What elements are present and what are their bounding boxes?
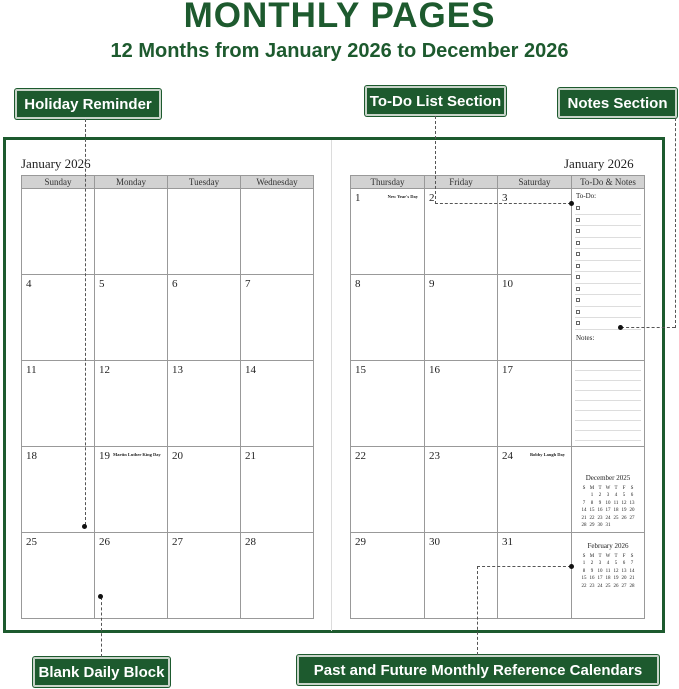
todo-leader-dot — [569, 201, 574, 206]
reference-leader-dot — [569, 564, 574, 569]
day-header-sunday: Sunday — [22, 176, 95, 189]
mini-calendar-cell: S — [630, 485, 634, 491]
day-cell[interactable] — [351, 189, 425, 275]
day-number: 15 — [355, 364, 366, 376]
mini-calendar-cell: 3 — [606, 493, 610, 498]
day-header-thursday: Thursday — [351, 176, 425, 189]
todo-item[interactable] — [575, 215, 641, 227]
mini-calendar-cell — [580, 492, 588, 500]
day-cell[interactable] — [498, 533, 572, 619]
checkbox[interactable] — [576, 218, 580, 222]
mini-calendar-cell: 27 — [621, 583, 627, 589]
day-number: 19 — [99, 450, 110, 462]
note-line[interactable] — [575, 391, 641, 401]
day-number: 24 — [502, 450, 513, 462]
day-number: 26 — [99, 536, 110, 548]
checkbox[interactable] — [576, 229, 580, 233]
mini-calendar-cell: 14 — [581, 508, 587, 513]
mini-calendar-cell: 19 — [613, 576, 619, 581]
note-line[interactable] — [575, 361, 641, 371]
todo-item[interactable] — [575, 307, 641, 319]
day-cell[interactable] — [351, 361, 425, 447]
mini-calendar-cell: 19 — [621, 508, 627, 513]
mini-calendar-grid — [572, 553, 644, 591]
holiday-reminder-callout: Holiday Reminder — [15, 89, 161, 119]
note-line[interactable] — [575, 421, 641, 431]
mini-calendar-cell: 5 — [622, 493, 626, 498]
day-cell[interactable] — [498, 447, 572, 533]
day-cell[interactable] — [425, 361, 498, 447]
mini-calendar-cell: F — [622, 485, 626, 491]
page-subtitle: 12 Months from January 2026 to December 2026 — [110, 40, 569, 62]
notes-section[interactable] — [572, 361, 645, 447]
day-cell[interactable] — [351, 447, 425, 533]
day-number: 25 — [26, 536, 37, 548]
todo-item[interactable] — [575, 203, 641, 215]
day-number: 9 — [429, 278, 435, 290]
mini-calendar-cell: 17 — [597, 576, 603, 581]
mini-calendar-cell: 30 — [597, 523, 603, 528]
notes-leader-line-v — [675, 118, 676, 328]
note-line[interactable] — [575, 431, 641, 441]
mini-calendar-cell: 4 — [606, 561, 610, 566]
reference-calendars-callout: Past and Future Monthly Reference Calendars — [297, 655, 659, 685]
mini-calendar-cell: F — [622, 553, 626, 559]
day-number: 17 — [502, 364, 513, 376]
todo-item[interactable] — [575, 226, 641, 238]
day-cell[interactable] — [425, 275, 498, 361]
mini-calendar-grid — [572, 485, 644, 530]
mini-calendar-cell: 15 — [581, 576, 587, 581]
mini-calendar-cell: 9 — [590, 568, 594, 574]
todo-item[interactable] — [575, 295, 641, 307]
day-cell[interactable] — [95, 275, 168, 361]
mini-calendar-title: February 2026 — [587, 542, 629, 550]
mini-calendar-cell: S — [582, 485, 586, 491]
day-cell[interactable] — [95, 189, 168, 275]
day-number: 29 — [355, 536, 366, 548]
day-header-saturday: Saturday — [498, 176, 572, 189]
holiday-leader-line — [85, 119, 86, 525]
day-number: 20 — [172, 450, 183, 462]
mini-calendar-cell: 11 — [613, 500, 619, 506]
day-number: 27 — [172, 536, 183, 548]
holiday-label: Martin Luther King Day — [113, 452, 161, 457]
mini-calendar-cell: 28 — [629, 583, 635, 589]
day-cell[interactable] — [22, 447, 95, 533]
left-calendar-grid — [21, 175, 314, 619]
mini-calendar-cell: 7 — [582, 500, 586, 506]
day-cell[interactable] — [498, 189, 572, 275]
day-number: 5 — [99, 278, 105, 290]
mini-calendar-december — [572, 447, 645, 533]
mini-calendar-cell: 6 — [630, 493, 634, 498]
todo-label: To-Do: — [576, 192, 597, 200]
day-cell[interactable] — [241, 533, 314, 619]
day-number: 6 — [172, 278, 178, 290]
mini-calendar-cell — [612, 522, 620, 530]
mini-calendar-cell: 31 — [605, 523, 611, 528]
mini-calendar-cell: 18 — [613, 508, 619, 513]
day-cell[interactable] — [241, 447, 314, 533]
mini-calendar-cell: 22 — [589, 515, 595, 521]
reference-leader-line-h — [477, 566, 571, 567]
todo-item[interactable] — [575, 249, 641, 261]
mini-calendar-cell: 9 — [598, 500, 602, 506]
mini-calendar-cell: 13 — [621, 568, 627, 574]
checkbox[interactable] — [576, 310, 580, 314]
day-number: 10 — [502, 278, 513, 290]
mini-calendar-cell: 12 — [621, 500, 627, 506]
day-number: 23 — [429, 450, 440, 462]
todo-leader-line-v — [435, 116, 436, 204]
mini-calendar-cell: 7 — [630, 561, 634, 566]
mini-calendar-cell — [620, 522, 628, 530]
mini-calendar-february — [572, 533, 645, 619]
mini-calendar-cell: 2 — [598, 493, 602, 498]
day-number: 13 — [172, 364, 183, 376]
day-cell[interactable] — [241, 361, 314, 447]
mini-calendar-cell: 23 — [597, 515, 603, 521]
reference-leader-line-v — [477, 566, 478, 655]
mini-calendar-cell: T — [598, 485, 602, 491]
checkbox[interactable] — [576, 241, 580, 245]
holiday-leader-dot — [82, 524, 87, 529]
notes-label: Notes: — [576, 333, 595, 342]
day-number: 2 — [429, 192, 435, 204]
mini-calendar-cell: 10 — [605, 500, 611, 506]
day-cell[interactable] — [22, 533, 95, 619]
mini-calendar-cell: S — [582, 553, 586, 559]
mini-calendar-title: December 2025 — [585, 474, 631, 482]
todo-leader-line-h — [435, 203, 571, 204]
mini-calendar-cell: 13 — [629, 500, 635, 506]
mini-calendar-cell: W — [605, 485, 611, 491]
day-number: 16 — [429, 364, 440, 376]
todo-item[interactable] — [575, 238, 641, 250]
day-header-friday: Friday — [425, 176, 498, 189]
mini-calendar-cell: T — [614, 553, 618, 559]
mini-calendar-cell: 16 — [597, 508, 603, 513]
mini-calendar-cell: W — [605, 553, 611, 559]
day-cell[interactable] — [22, 275, 95, 361]
mini-calendar-cell: 17 — [605, 508, 611, 513]
mini-calendar-cell: 25 — [605, 583, 611, 589]
mini-calendar-cell: 12 — [613, 568, 619, 574]
mini-calendar-cell: M — [589, 485, 595, 491]
mini-calendar-cell: 8 — [582, 568, 586, 574]
todo-notes-header: To-Do & Notes — [572, 176, 645, 189]
day-cell[interactable] — [168, 275, 241, 361]
mini-calendar-cell: 22 — [581, 583, 587, 589]
mini-calendar-cell: 27 — [629, 515, 635, 521]
mini-calendar-cell: 29 — [589, 523, 595, 528]
day-number: 14 — [245, 364, 256, 376]
mini-calendar-cell: 28 — [581, 523, 587, 528]
mini-calendar-cell: 21 — [581, 515, 587, 521]
day-number: 3 — [502, 192, 508, 204]
day-cell[interactable] — [22, 361, 95, 447]
holiday-label: New Year's Day — [387, 194, 418, 199]
mini-calendar-cell: 2 — [590, 561, 594, 566]
checkbox[interactable] — [576, 252, 580, 256]
day-cell[interactable] — [425, 447, 498, 533]
notes-leader-line-h — [621, 327, 675, 328]
mini-calendar-cell: 4 — [614, 493, 618, 498]
day-cell[interactable] — [95, 533, 168, 619]
right-month-title: January 2026 — [564, 156, 634, 171]
mini-calendar-cell: 23 — [589, 583, 595, 589]
day-cell[interactable] — [351, 533, 425, 619]
checkbox[interactable] — [576, 298, 580, 302]
mini-calendar-cell: 6 — [622, 561, 626, 566]
blank-leader-dot — [98, 594, 103, 599]
mini-calendar-cell: 24 — [605, 515, 611, 521]
mini-calendar-cell — [628, 522, 636, 530]
mini-calendar-cell: 8 — [590, 500, 594, 506]
day-cell[interactable] — [95, 361, 168, 447]
day-number: 30 — [429, 536, 440, 548]
mini-calendar-cell: 5 — [614, 561, 618, 566]
day-cell[interactable] — [241, 275, 314, 361]
day-cell[interactable] — [168, 189, 241, 275]
mini-calendar-cell: 25 — [613, 515, 619, 521]
day-cell[interactable] — [498, 361, 572, 447]
mini-calendar-cell: 3 — [598, 561, 602, 566]
day-cell[interactable] — [241, 189, 314, 275]
notes-section-callout: Notes Section — [558, 88, 677, 118]
left-month-title: January 2026 — [21, 156, 91, 171]
day-number: 22 — [355, 450, 366, 462]
day-header-wednesday: Wednesday — [241, 176, 314, 189]
checkbox[interactable] — [576, 206, 580, 210]
mini-calendar-cell: 15 — [589, 508, 595, 513]
day-cell[interactable] — [351, 275, 425, 361]
mini-calendar-cell: 26 — [613, 583, 619, 589]
note-line[interactable] — [575, 381, 641, 391]
day-cell[interactable] — [168, 533, 241, 619]
day-number: 21 — [245, 450, 256, 462]
day-cell[interactable] — [498, 275, 572, 361]
day-number: 11 — [26, 364, 37, 376]
checkbox[interactable] — [576, 287, 580, 291]
day-number: 8 — [355, 278, 361, 290]
mini-calendar-cell: 1 — [590, 493, 594, 498]
blank-daily-block-callout: Blank Daily Block — [33, 657, 170, 687]
mini-calendar-cell: 1 — [582, 561, 586, 566]
right-calendar-grid — [350, 175, 645, 619]
blank-leader-line — [101, 597, 102, 657]
notes-leader-dot — [618, 325, 623, 330]
mini-calendar-cell: 21 — [629, 576, 635, 581]
mini-calendar-cell: S — [630, 553, 634, 559]
day-number: 18 — [26, 450, 37, 462]
day-number: 28 — [245, 536, 256, 548]
mini-calendar-cell: 20 — [629, 508, 635, 513]
mini-calendar-cell: 10 — [597, 568, 603, 574]
mini-calendar-cell: 14 — [629, 568, 635, 574]
holiday-label: Bobby Laugh Day — [529, 452, 565, 457]
note-line[interactable] — [575, 371, 641, 381]
checkbox[interactable] — [576, 275, 580, 279]
day-cell[interactable] — [425, 533, 498, 619]
mini-calendar-cell: 24 — [597, 583, 603, 589]
mini-calendar-cell: T — [614, 485, 618, 491]
mini-calendar-cell: 20 — [621, 576, 627, 581]
mini-calendar-cell: T — [598, 553, 602, 559]
checkbox[interactable] — [576, 264, 580, 268]
mini-calendar-cell: 11 — [605, 568, 611, 574]
todo-section[interactable] — [572, 189, 645, 361]
mini-calendar-cell: 26 — [621, 515, 627, 521]
page-title: MONTHLY PAGES — [183, 0, 496, 35]
day-header-tuesday: Tuesday — [168, 176, 241, 189]
day-cell[interactable] — [168, 361, 241, 447]
note-line[interactable] — [575, 401, 641, 411]
day-number: 31 — [502, 536, 513, 548]
mini-calendar-cell: 18 — [605, 576, 611, 581]
mini-calendar-cell: 16 — [589, 576, 595, 581]
todo-section-callout: To-Do List Section — [365, 86, 506, 116]
day-header-monday: Monday — [95, 176, 168, 189]
day-cell[interactable] — [168, 447, 241, 533]
todo-item[interactable] — [575, 284, 641, 296]
day-cell[interactable] — [95, 447, 168, 533]
checkbox[interactable] — [576, 321, 580, 325]
mini-calendar-cell: M — [589, 553, 595, 559]
day-number: 4 — [26, 278, 32, 290]
day-number: 12 — [99, 364, 110, 376]
day-cell[interactable] — [22, 189, 95, 275]
planner-spine — [331, 140, 332, 631]
day-number: 1 — [355, 192, 361, 204]
note-line[interactable] — [575, 411, 641, 421]
todo-item[interactable] — [575, 272, 641, 284]
day-number: 7 — [245, 278, 251, 290]
todo-item[interactable] — [575, 261, 641, 273]
